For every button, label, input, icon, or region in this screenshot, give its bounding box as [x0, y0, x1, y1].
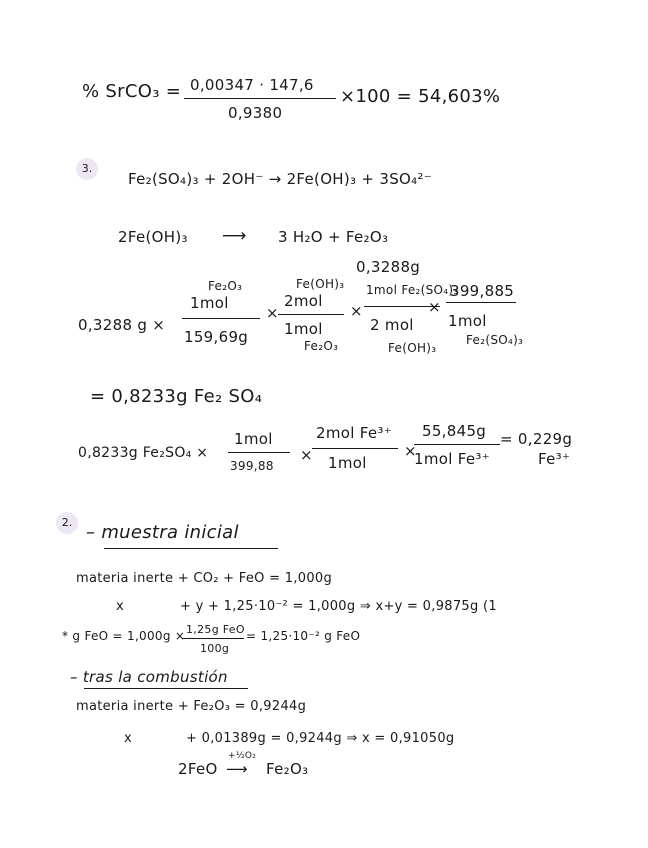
line-3-start: * g FeO = 1,000g × — [62, 629, 186, 643]
line-3-bar — [182, 638, 244, 639]
line-4: materia inerte + Fe₂O₃ = 0,9244g — [76, 699, 307, 714]
reaction-2-right: 3 H₂O + Fe₂O₃ — [278, 228, 389, 246]
line-6-left: 2FeO — [178, 760, 218, 778]
calc2-times-1: × — [300, 446, 313, 464]
srco3-denominator: 0,9380 — [228, 104, 283, 122]
calc2-f3-num: 55,845g — [422, 422, 487, 440]
heading-2-underline — [84, 688, 248, 689]
line-1: materia inerte + CO₂ + FeO = 1,000g — [76, 571, 333, 586]
calc1-f4-num: 399,885 — [450, 282, 515, 300]
section-2-badge: 2. — [56, 512, 78, 534]
calc1-f2-num: 2mol — [284, 292, 323, 310]
calc2-start: 0,8233g Fe₂SO₄ × — [78, 445, 209, 461]
line-2-rest: + y + 1,25·10⁻² = 1,000g ⇒ x+y = 0,9875g (1 — [180, 599, 497, 614]
line-5-rest: + 0,01389g = 0,9244g ⇒ x = 0,91050g — [186, 731, 455, 746]
srco3-result: ×100 = 54,603% — [340, 86, 501, 107]
line-3-den: 100g — [200, 642, 230, 655]
calc1-f4-den-sub: Fe₂(SO₄)₃ — [466, 333, 524, 347]
heading-muestra-inicial: – muestra inicial — [86, 522, 239, 543]
srco3-fraction-bar — [184, 98, 336, 99]
line-6-right: Fe₂O₃ — [266, 760, 309, 778]
heading-tras-combustion: – tras la combustión — [70, 668, 228, 686]
calc2-result: = 0,229g — [500, 430, 573, 448]
calc1-start: 0,3288 g × — [78, 316, 166, 334]
calc1-f1-label: Fe₂O₃ — [208, 279, 243, 293]
line-3-end: = 1,25·10⁻² g FeO — [246, 629, 361, 643]
reaction-1: Fe₂(SO₄)₃ + 2OH⁻ → 2Fe(OH)₃ + 3SO₄²⁻ — [128, 170, 432, 188]
line-6-arrow-label: +½O₂ — [228, 751, 257, 761]
calc1-f2-bar — [278, 314, 344, 315]
calc2-f1-den: 399,88 — [230, 459, 274, 473]
calc2-f3-den: 1mol Fe³⁺ — [414, 450, 490, 468]
calc1-f3-num: 1mol Fe₂(SO₄)₃ — [366, 283, 459, 297]
calc2-f2-num: 2mol Fe³⁺ — [316, 424, 392, 442]
reaction-2-arrow: ⟶ — [222, 226, 247, 246]
calc2-f2-den: 1mol — [328, 454, 367, 472]
line-2-x: x — [116, 599, 124, 614]
calc1-f2-den: 1mol — [284, 320, 323, 338]
calc1-f2-label: Fe(OH)₃ — [296, 277, 345, 291]
calc1-f2-den-sub: Fe₂O₃ — [304, 339, 339, 353]
line-5-x: x — [124, 731, 132, 746]
heading-1-underline — [104, 548, 278, 549]
calc2-f1-num: 1mol — [234, 430, 273, 448]
calc1-f1-bar — [182, 318, 260, 319]
calc2-times-2: × — [404, 442, 417, 460]
calc1-f4-bar — [446, 302, 516, 303]
calc1-f3-den: 2 mol — [370, 316, 414, 334]
calc1-f1-den: 159,69g — [184, 328, 249, 346]
calc1-f1-num: 1mol — [190, 294, 229, 312]
calc1-times-1: × — [266, 304, 279, 322]
calc1-f3-den-sub: Fe(OH)₃ — [388, 341, 437, 355]
srco3-numerator: 0,00347 · 147,6 — [190, 76, 314, 94]
calc1-times-3: × — [428, 298, 441, 316]
srco3-lhs: % SrCO₃ = — [82, 81, 182, 102]
calc1-times-2: × — [350, 302, 363, 320]
calc2-f3-bar — [414, 444, 500, 445]
reaction-2-left: 2Fe(OH)₃ — [118, 228, 188, 246]
overnote-mass: 0,3288g — [356, 258, 421, 276]
line-3-num: 1,25g FeO — [186, 623, 245, 636]
calc2-result-sub: Fe³⁺ — [538, 450, 571, 468]
section-3-badge: 3. — [76, 158, 98, 180]
calc1-f4-den: 1mol — [448, 312, 487, 330]
result-1: = 0,8233g Fe₂ SO₄ — [90, 386, 263, 407]
calc2-f1-bar — [228, 452, 290, 453]
calc2-f2-bar — [312, 448, 398, 449]
line-6-arrow: ⟶ — [226, 760, 248, 778]
